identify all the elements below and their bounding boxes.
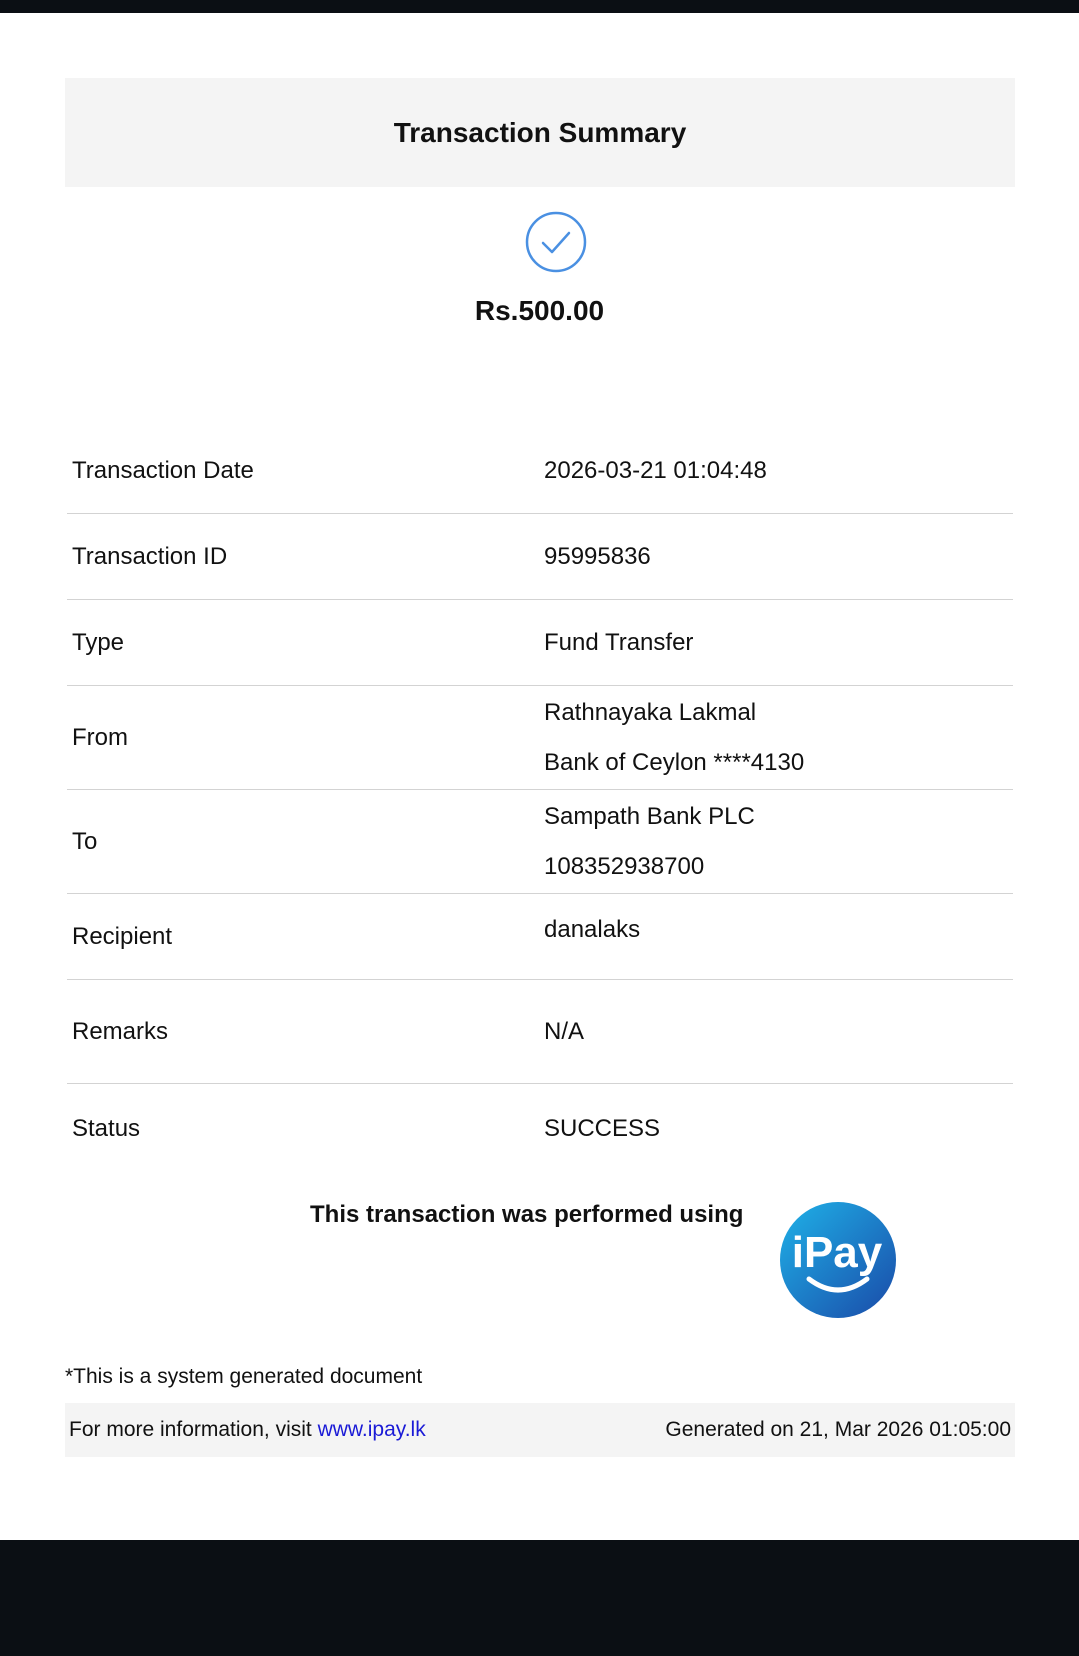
label-remarks: Remarks bbox=[72, 1017, 169, 1045]
ipay-website-link[interactable]: www.ipay.lk bbox=[317, 1418, 426, 1441]
details-table bbox=[67, 428, 1013, 1174]
info-bar bbox=[65, 1403, 1015, 1457]
ipay-logo bbox=[779, 1201, 897, 1319]
generated-timestamp: Generated on 21, Mar 2026 01:05:00 bbox=[665, 1418, 1011, 1441]
row-type bbox=[67, 600, 1013, 686]
value-to bbox=[544, 803, 755, 881]
value-type: Fund Transfer bbox=[544, 628, 694, 656]
label-from: From bbox=[72, 723, 128, 751]
transaction-amount: Rs.500.00 bbox=[474, 295, 605, 326]
row-transaction-date bbox=[67, 428, 1013, 514]
value-transaction-date: 2026-03-21 01:04:48 bbox=[544, 456, 767, 484]
receipt-sheet bbox=[0, 13, 1079, 1540]
label-type: Type bbox=[72, 628, 125, 656]
bottom-navigation-bar bbox=[0, 1540, 1079, 1656]
top-status-bar bbox=[0, 0, 1079, 13]
info-text bbox=[69, 1418, 426, 1442]
row-from bbox=[67, 686, 1013, 790]
check-circle-icon bbox=[524, 210, 588, 274]
to-bank: Sampath Bank PLC bbox=[544, 802, 755, 830]
page-title: Transaction Summary bbox=[393, 116, 687, 148]
label-status: Status bbox=[72, 1115, 141, 1142]
label-recipient: Recipient bbox=[72, 922, 173, 950]
value-status: SUCCESS bbox=[544, 1115, 661, 1142]
value-from bbox=[544, 699, 804, 777]
value-transaction-id: 95995836 bbox=[544, 542, 651, 570]
row-status bbox=[67, 1084, 1013, 1174]
value-remarks: N/A bbox=[544, 1017, 585, 1045]
row-transaction-id bbox=[67, 514, 1013, 600]
info-prefix: For more information, visit bbox=[69, 1418, 312, 1441]
label-transaction-id: Transaction ID bbox=[72, 542, 228, 570]
label-transaction-date: Transaction Date bbox=[72, 456, 254, 484]
row-recipient bbox=[67, 894, 1013, 980]
from-name: Rathnayaka Lakmal bbox=[544, 698, 757, 726]
to-account: 108352938700 bbox=[544, 852, 705, 880]
from-account: Bank of Ceylon ****4130 bbox=[544, 748, 805, 776]
value-recipient: danalaks bbox=[544, 916, 641, 943]
label-to: To bbox=[72, 827, 98, 855]
performed-using-text: This transaction was performed using bbox=[310, 1201, 744, 1228]
system-note: *This is a system generated document bbox=[65, 1365, 423, 1388]
ipay-logo-text: iPay bbox=[791, 1228, 883, 1277]
row-to bbox=[67, 790, 1013, 894]
row-remarks bbox=[67, 980, 1013, 1084]
header-box bbox=[65, 78, 1015, 187]
